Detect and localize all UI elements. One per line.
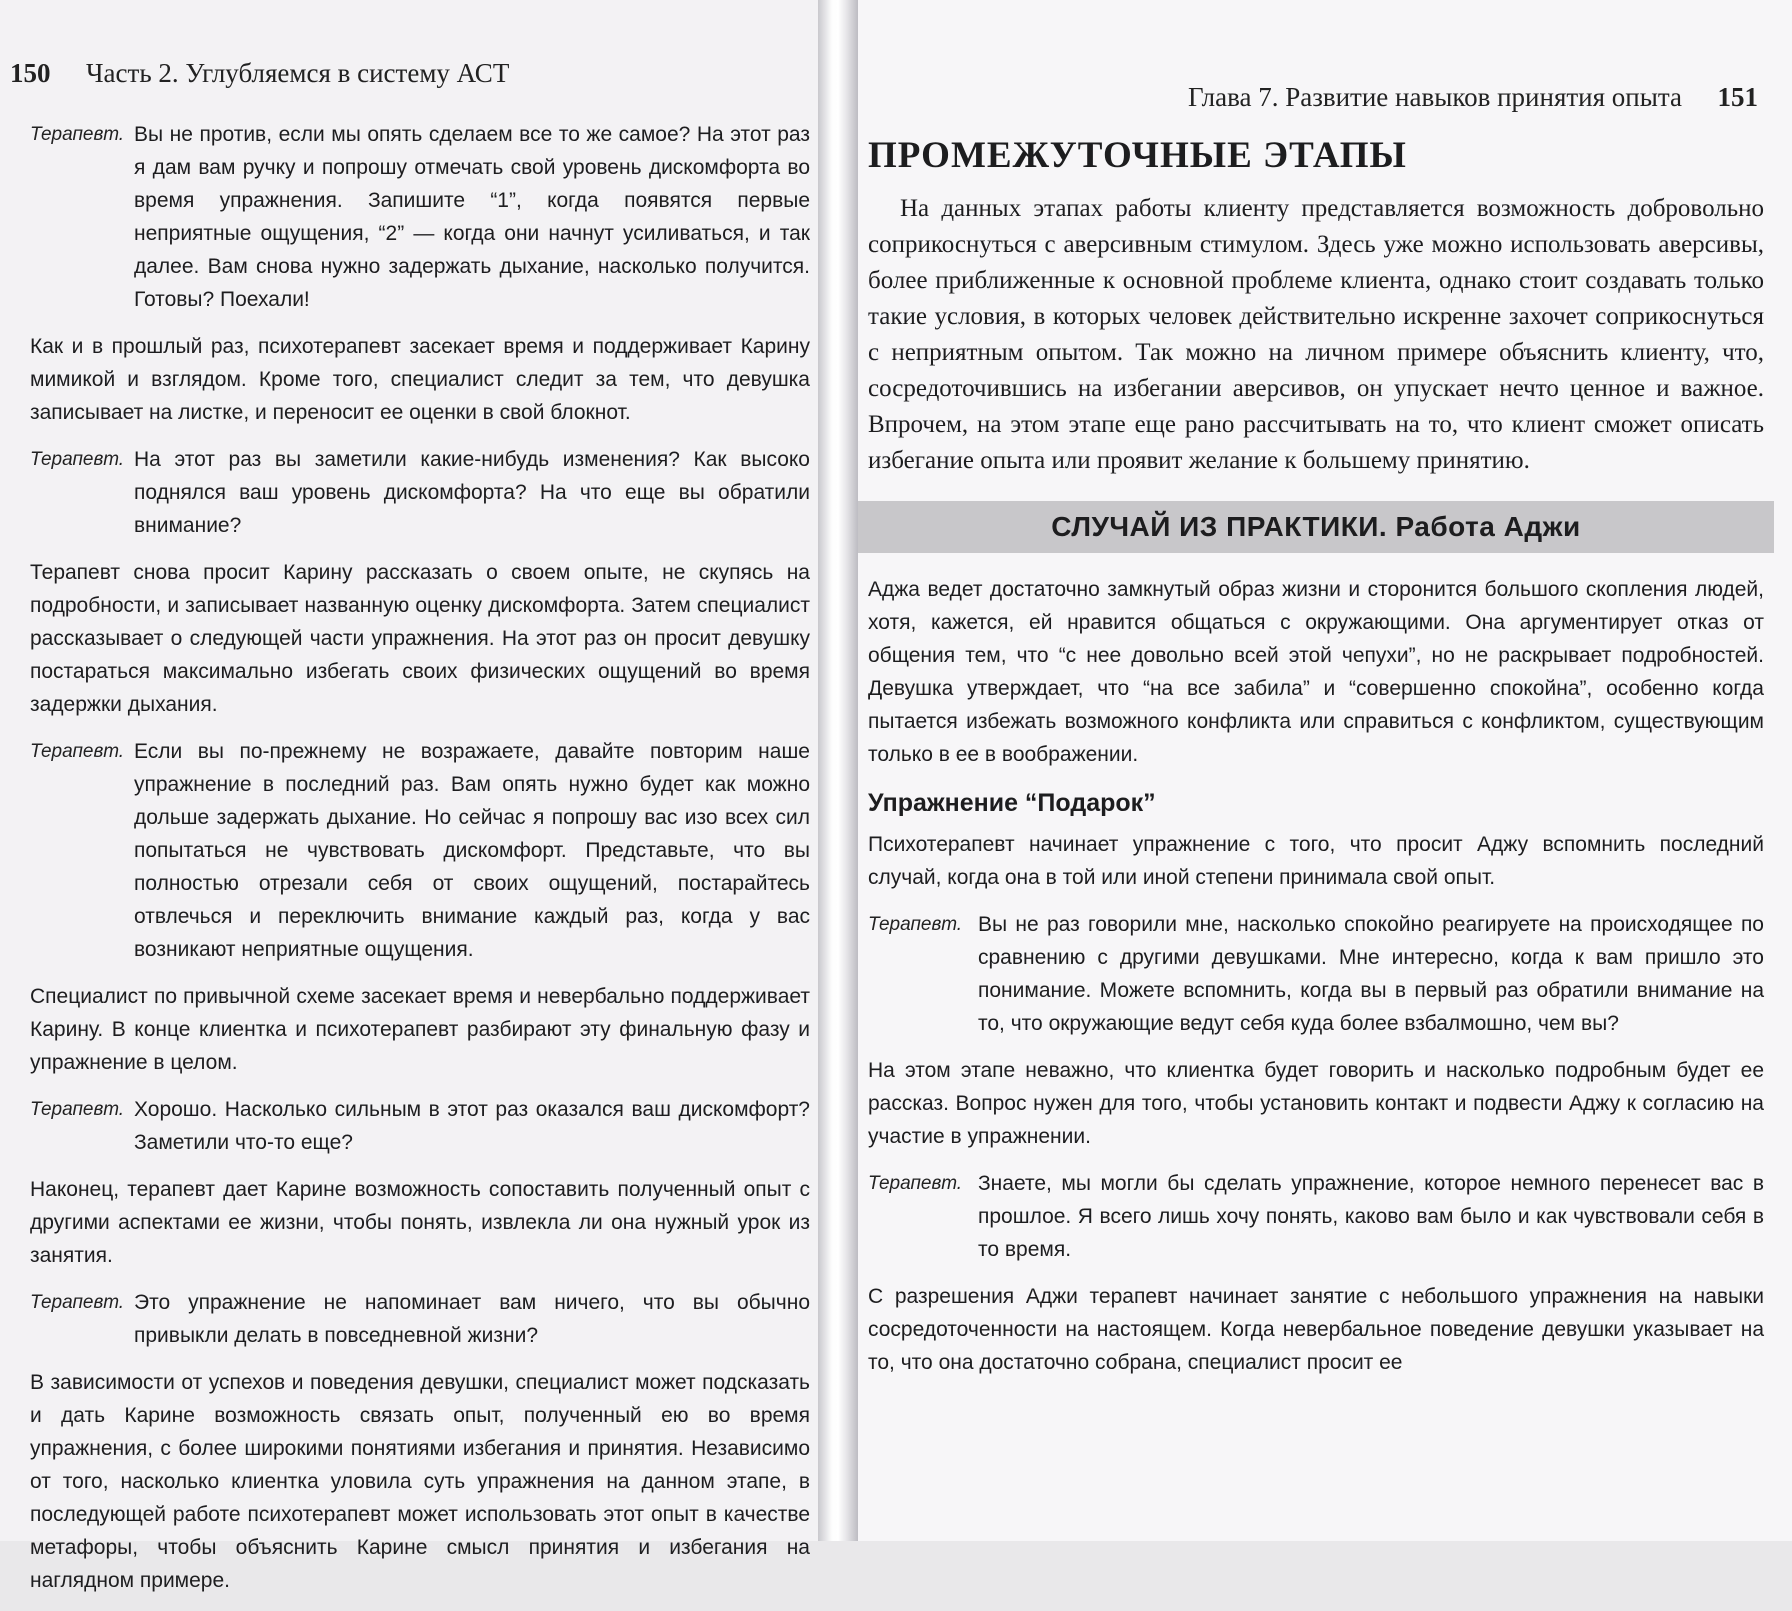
dialogue-text: Знаете, мы могли бы сделать упражнение, которое немного перенесет вас в прошлое. Я всего лишь хочу понять, каково вам было и как чувствовали себя в то время.: [978, 1172, 1764, 1261]
speaker-label: Терапевт.: [868, 1173, 963, 1194]
speaker-label: Терапевт.: [30, 1099, 125, 1120]
paragraph: Наконец, терапевт дает Карине возможность сопоставить полученный опыт с другими аспектами ее жизни, чтобы понять, извлекла ли она нужный урок из занятия.: [30, 1178, 810, 1267]
paragraph: Терапевт снова просит Карину рассказать о своем опыте, не скупясь на подробности, и записывает названную оценку дискомфорта. Затем специалист рассказывает о следующей части упражнения. На этот раз он просит девушку постараться максимально избегать своих физических ощущений во время задержки дыхания.: [30, 561, 810, 716]
dialogue-text: Это упражнение не напоминает вам ничего, что вы обычно привыкли делать в повседневной жизни?: [134, 1291, 810, 1347]
book-gutter: [818, 0, 858, 1541]
right-page-number: 151: [1717, 82, 1758, 112]
dialogue-text: Вы не против, если мы опять сделаем все то же самое? На этот раз я дам вам ручку и попрошу отмечать свой уровень дискомфорта во время упражнения. Запишите “1”, когда появятся первые неприятные ощущения, “2” — когда они начнут усиливаться, и так далее. Вам снова нужно задержать дыхание, насколько получится. Готовы? Поехали!: [134, 123, 810, 311]
speaker-label: Терапевт.: [30, 124, 125, 145]
dialogue-block: [30, 118, 810, 316]
dialogue-text: Если вы по-прежнему не возражаете, давайте повторим наше упражнение в последний раз. Вам опять нужно будет как можно дольше задержать дыхание. Но сейчас я попрошу вас изо всех сил попытаться не чувствовать дискомфорт. Представьте, что вы полностью отрезали себя от своих ощущений, постарайтесь отвлечься и переключить внимание каждый раз, когда у вас возникают неприятные ощущения.: [134, 740, 810, 961]
dialogue-text: Хорошо. Насколько сильным в этот раз оказался ваш дискомфорт? Заметили что-то еще?: [134, 1098, 810, 1154]
case-study-banner: СЛУЧАЙ ИЗ ПРАКТИКИ. Работа Аджи: [858, 501, 1774, 553]
speaker-label: Терапевт.: [868, 914, 963, 935]
dialogue-block: [868, 908, 1764, 1040]
speaker-label: Терапевт.: [30, 1292, 125, 1313]
dialogue-block: [30, 443, 810, 542]
dialogue-block: [30, 735, 810, 966]
paragraph: На этом этапе неважно, что клиентка будет говорить и насколько подробным будет ее рассказ. Вопрос нужен для того, чтобы установить контакт и подвести Аджу к согласию на участие в упражнении.: [868, 1059, 1764, 1148]
left-page: [0, 0, 818, 1592]
paragraph: Специалист по привычной схеме засекает время и невербально поддерживает Карину. В конце клиентка и психотерапевт разбирают эту финальную фазу и упражнение в целом.: [30, 985, 810, 1074]
section-title: ПРОМЕЖУТОЧНЫЕ ЭТАПЫ: [868, 135, 1407, 176]
exercise-title: Упражнение “Подарок”: [868, 789, 1156, 817]
speaker-label: Терапевт.: [30, 741, 125, 762]
section-paragraph: На данных этапах работы клиенту представляется возможность добровольно соприкоснуться с аверсивным стимулом. Здесь уже можно использовать аверсивы, более приближенные к основной проблеме клиента, однако стоит создавать только такие условия, в которых человек действительно искренне захочет соприкоснуться с неприятным опытом. Так можно на личном примере объяснить клиенту, что, сосредоточившись на избегании аверсивов, он упускает нечто ценное и важное. Впрочем, на этом этапе еще рано рассчитывать на то, что клиент сможет описать избегание опыта или проявит желание к большему принятию.: [868, 195, 1764, 474]
left-running-header: Часть 2. Углубляемся в систему АСТ: [86, 58, 510, 88]
paragraph: Психотерапевт начинает упражнение с того, что просит Аджу вспомнить последний случай, когда она в той или иной степени принимала свой опыт.: [868, 833, 1764, 889]
dialogue-text: Вы не раз говорили мне, насколько спокойно реагируете на происходящее по сравнению с другими девушками. Мне интересно, когда к вам пришло это понимание. Можете вспомнить, когда вы в первый раз обратили внимание на то, что окружающие ведут себя куда более взбалмошно, чем вы?: [978, 913, 1764, 1035]
paragraph: С разрешения Аджи терапевт начинает занятие с небольшого упражнения на навыки сосредоточенности на настоящем. Когда невербальное поведение девушки указывает на то, что она достаточно собрана, специалист просит ее: [868, 1285, 1764, 1374]
paragraph: Как и в прошлый раз, психотерапевт засекает время и поддерживает Карину мимикой и взглядом. Кроме того, специалист следит за тем, что девушка записывает на листке, и переносит ее оценки в свой блокнот.: [30, 335, 810, 424]
right-text-column: [868, 130, 1764, 1393]
dialogue-block: [868, 1167, 1764, 1266]
case-intro-paragraph: Аджа ведет достаточно замкнутый образ жизни и сторонится большого скопления людей, хотя, кажется, ей нравится общаться с окружающими. Она аргументирует отказ от общения тем, что “с нее довольно всей этой чепухи”, но не раскрывает подробностей. Девушка утверждает, что “на все забила” и “совершенно спокойна”, особенно когда пытается избежать возможного конфликта или справиться с конфликтом, существующим только в ее в воображении.: [868, 578, 1764, 766]
paragraph: В зависимости от успехов и поведения девушки, специалист может подсказать и дать Карине возможность связать опыт, полученный ею во время упражнения, с более широкими понятиями избегания и принятия. Независимо от того, насколько клиентка уловила суть упражнения на данном этапе, в последующей работе психотерапевт может использовать этот опыт в качестве метафоры, чтобы объяснить Карине смысл принятия и избегания на наглядном примере.: [30, 1371, 810, 1592]
right-running-header: Глава 7. Развитие навыков принятия опыта: [1188, 82, 1682, 112]
speaker-label: Терапевт.: [30, 449, 125, 470]
right-page: [858, 0, 1792, 1541]
dialogue-block: [30, 1093, 810, 1159]
dialogue-text: На этот раз вы заметили какие-нибудь изменения? Как высоко поднялся ваш уровень дискомфорта? На что еще вы обратили внимание?: [134, 448, 810, 537]
left-page-number: 150: [10, 58, 51, 88]
dialogue-block: [30, 1286, 810, 1352]
left-text-column: [30, 118, 810, 1611]
